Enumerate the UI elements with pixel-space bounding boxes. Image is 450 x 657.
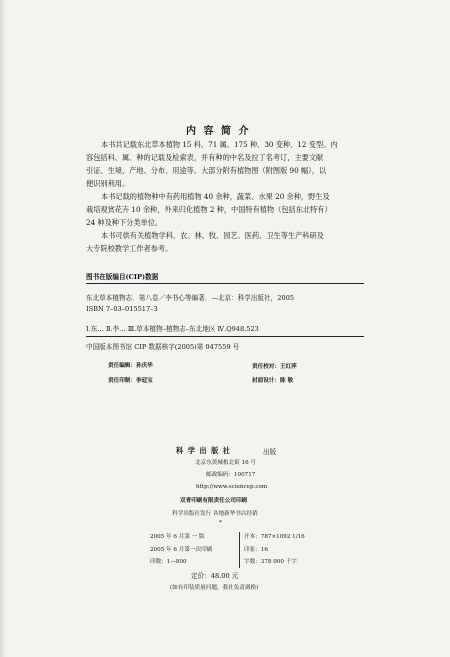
edition-line: 2005 年 6 月第 一 版 bbox=[150, 534, 205, 540]
imprint-column-divider bbox=[239, 532, 240, 568]
credit-editor: 责任编辑：孙庆华 bbox=[108, 363, 153, 369]
summary-line: 便识别利用。 bbox=[86, 179, 130, 188]
credit-cover-designer: 封面设计：陈 敬 bbox=[252, 378, 294, 384]
printer: 双青印刷有限责任公司印刷 bbox=[180, 498, 248, 504]
publish-word: 出版 bbox=[263, 448, 277, 456]
cip-classification: Ⅰ.东… Ⅱ.李… Ⅲ.草本植物–植物志–东北地区 Ⅳ.Q948.523 bbox=[86, 325, 259, 333]
cip-bottom-rule bbox=[86, 336, 364, 337]
summary-line: 栽培观赏花卉 10 余种，外来归化植物 2 种，中国特有植物（包括东北特有） bbox=[86, 205, 332, 214]
scan-edge bbox=[0, 0, 6, 657]
publisher-website: http://www.sciencep.com bbox=[196, 484, 268, 490]
summary-line: 本书记载的植物种中有药用植物 40 余种，蔬菜、水果 20 余种，野生及 bbox=[101, 192, 330, 201]
words-line: 字数：378 000 千字 bbox=[244, 559, 297, 565]
publisher-postcode: 邮政编码：100717 bbox=[206, 472, 256, 478]
format-line: 开本：787×1092 1/16 bbox=[244, 534, 305, 540]
summary-line: 24 种及种下分类单位。 bbox=[86, 218, 163, 227]
summary-line: 容包括科、属、种的记载及检索表，并有种的中名及拉丁名考订，主要文献 bbox=[86, 153, 324, 162]
cip-top-rule bbox=[86, 283, 364, 284]
sheets-line: 印张：16 bbox=[244, 547, 268, 553]
credit-proofreader: 责任校对：王红萍 bbox=[252, 364, 297, 370]
cip-number: 中国版本图书馆 CIP 数据核字(2005)第 047559 号 bbox=[86, 343, 240, 351]
printing-line: 2005 年 6 月第一次印刷 bbox=[150, 547, 213, 553]
publisher-address: 北京东黄城根北街 16 号 bbox=[195, 460, 257, 466]
quality-notice: (如有印装质量问题，我社负责调换) bbox=[170, 585, 259, 591]
separator-star: * bbox=[219, 520, 222, 526]
summary-title: 内 容 简 介 bbox=[186, 126, 251, 137]
price: 定价：48.00 元 bbox=[191, 572, 239, 580]
summary-line: 本书共记载东北草本植物 15 科、71 属、175 种、30 变种、12 变型。内 bbox=[101, 140, 338, 149]
publisher-name: 科 学 出 版 社 bbox=[176, 446, 231, 455]
impression-line: 印数：1—800 bbox=[150, 559, 187, 565]
cip-line-title: 东北草本植物志．第八卷／李书心等编著．—北京：科学出版社，2005 bbox=[86, 294, 294, 302]
summary-line: 本书可供有关植物学科、农、林、牧、园艺、医药、卫生等生产科研及 bbox=[101, 231, 324, 240]
credit-print-supervisor: 责任印制：李廷宝 bbox=[108, 378, 153, 384]
cip-isbn: ISBN 7–03–015517–3 bbox=[86, 305, 158, 313]
cip-heading: 图书在版编目(CIP)数据 bbox=[86, 273, 159, 281]
summary-line: 引证、生境、产地、分布、用途等。大部分附有植物图（附图版 90 幅），以 bbox=[86, 166, 327, 175]
summary-line: 大专院校教学工作者参考。 bbox=[86, 244, 173, 253]
distribution: 科学出版社发行 各地新华书店经销 bbox=[172, 511, 258, 517]
